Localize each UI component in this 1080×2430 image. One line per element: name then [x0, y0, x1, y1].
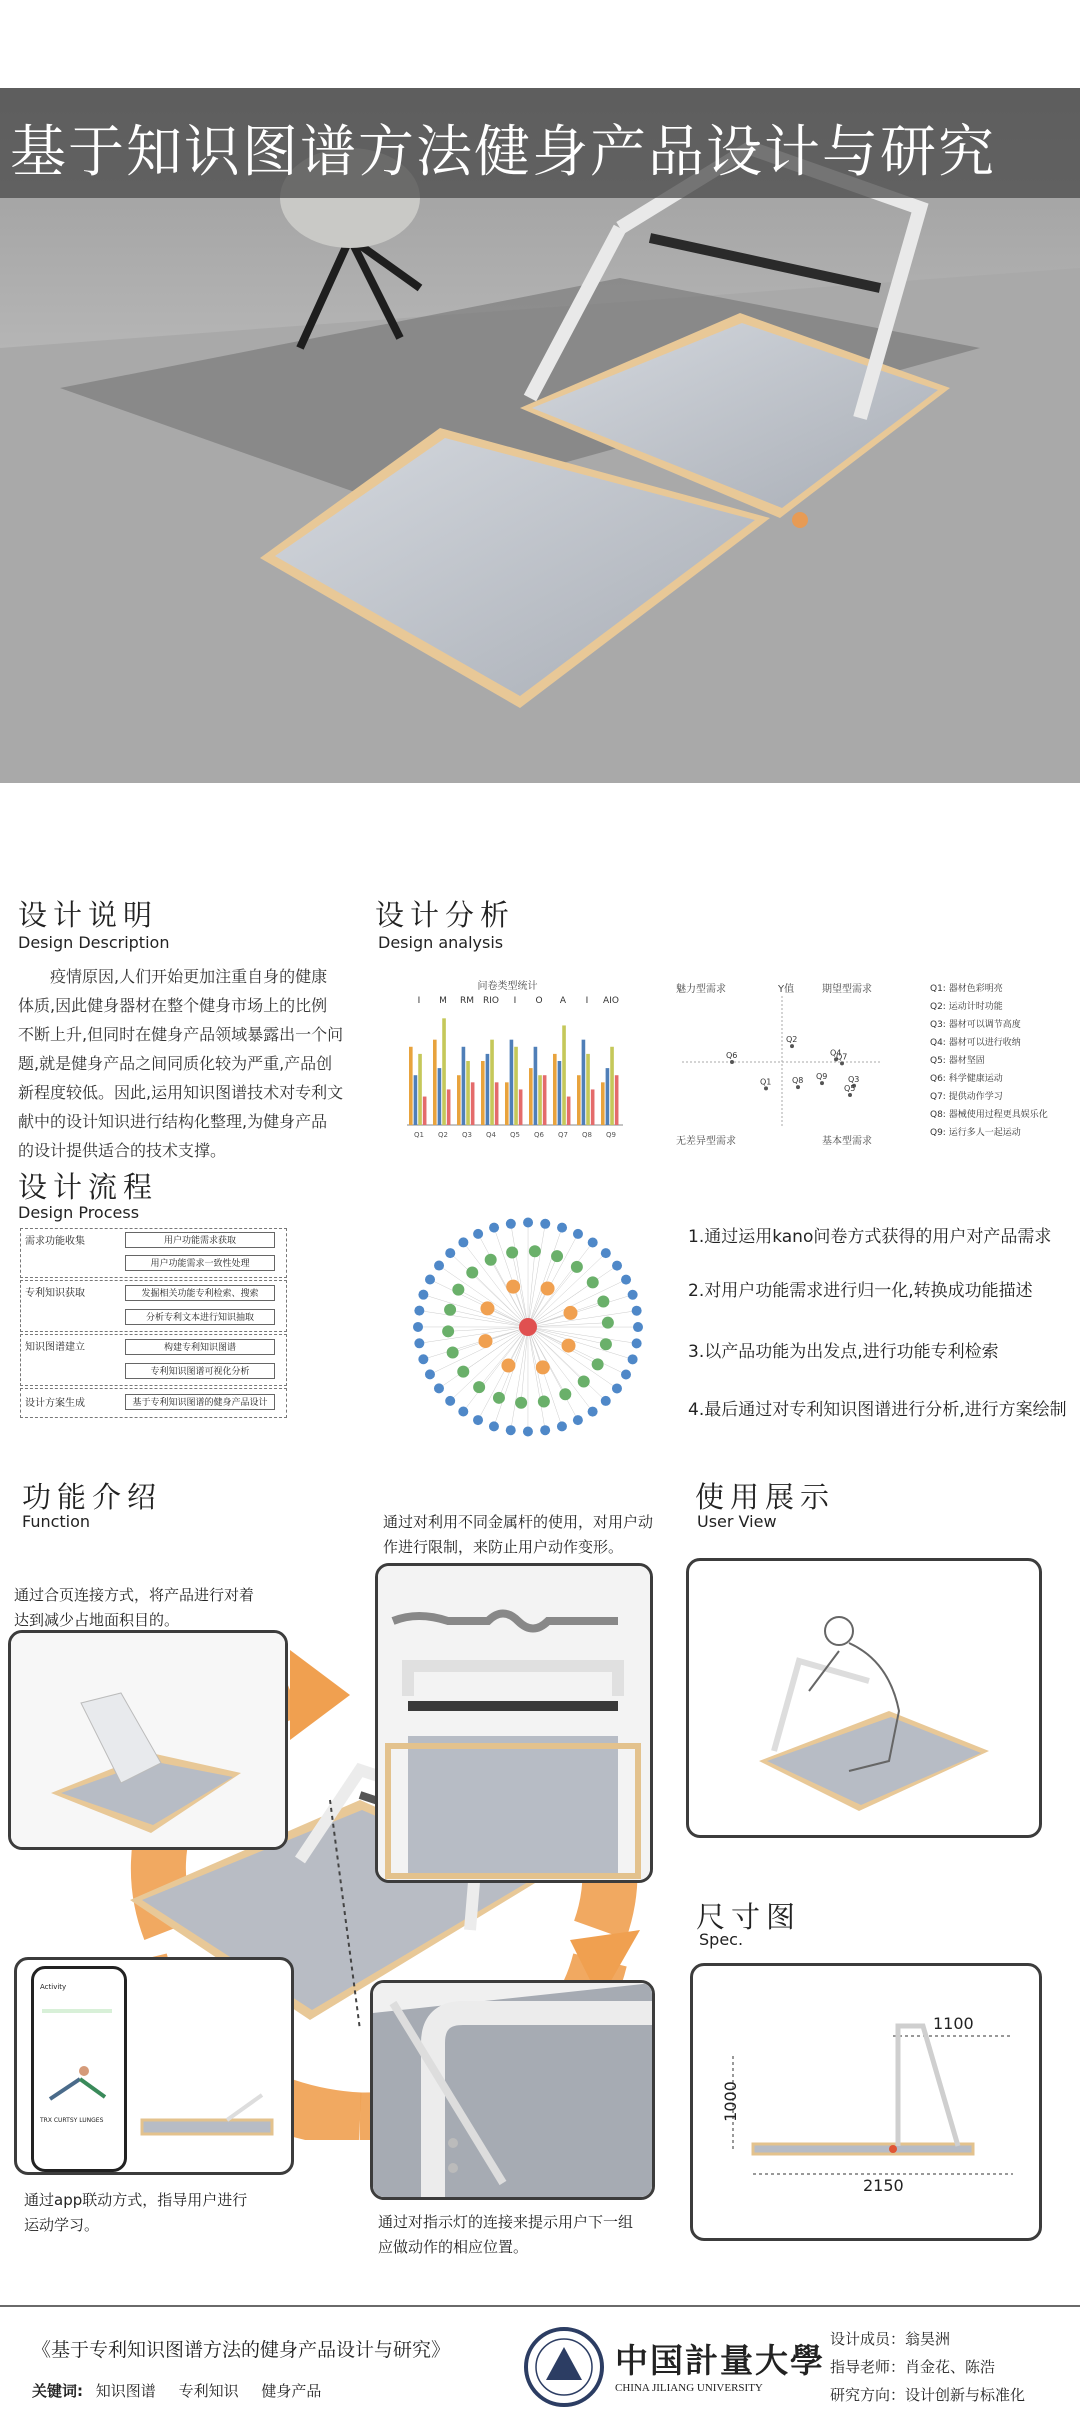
x-tick-label: Q6	[534, 1131, 544, 1139]
graph-node	[418, 1354, 428, 1364]
spec-width: 2150	[863, 2176, 904, 2195]
graph-node	[414, 1306, 424, 1316]
graph-node	[573, 1415, 583, 1425]
bar	[591, 1089, 595, 1125]
point-label: Q3	[848, 1074, 860, 1084]
bar	[414, 1075, 418, 1125]
exercise-name: TRX CURTSY LUNGES	[40, 2117, 104, 2124]
description-line: 题,就是健身产品之间同质化较为严重,产品创	[18, 1054, 333, 1073]
step-4: 4.最后通过对专利知识图谱进行分析,进行方案绘制	[688, 1400, 1067, 1420]
category-label: RIO	[483, 996, 499, 1006]
userview-heading: 使用展示	[695, 1480, 836, 1514]
bar	[553, 1054, 557, 1125]
app-detail-frame	[14, 1957, 294, 2175]
graph-node	[445, 1248, 455, 1258]
function-heading: 功能介绍	[22, 1480, 163, 1514]
graph-node	[601, 1248, 611, 1258]
process-step: 用户功能需求获取	[125, 1232, 275, 1248]
keyword: 健身产品	[261, 2382, 322, 2400]
bar-caption	[383, 1510, 653, 1560]
graph-node	[600, 1338, 612, 1350]
graph-node	[621, 1275, 631, 1285]
graph-node	[425, 1369, 435, 1379]
graph-node	[571, 1261, 583, 1273]
category-label: I	[513, 996, 517, 1006]
keyword: 专利知识	[178, 2382, 239, 2400]
caption-line: 通过对指示灯的连接来提示用户下一组	[378, 2213, 634, 2231]
light-detail-frame	[370, 1980, 655, 2200]
bar	[490, 1040, 494, 1125]
graph-node	[515, 1397, 527, 1409]
step-3: 3.以产品功能为出发点,进行功能专利检索	[688, 1342, 999, 1362]
graph-node	[418, 1290, 428, 1300]
graph-edge	[419, 1311, 528, 1327]
graph-node	[541, 1282, 555, 1296]
step-1: 1.通过运用kano问卷方式获得的用户对产品需求	[688, 1227, 1052, 1247]
graph-edge	[463, 1327, 528, 1372]
process-step: 分析专利文本进行知识抽取	[125, 1309, 275, 1325]
graph-node	[551, 1250, 563, 1262]
direction-label: 研究方向：	[830, 2386, 906, 2404]
knowledge-graph-svg	[378, 1195, 678, 1460]
graph-edge	[528, 1282, 593, 1327]
exercise-figure	[40, 2059, 115, 2109]
bar	[495, 1082, 499, 1125]
bar	[606, 1068, 610, 1125]
category-label: A	[559, 996, 567, 1006]
bar	[543, 1075, 547, 1125]
graph-node	[562, 1339, 576, 1353]
graph-node	[442, 1325, 454, 1337]
graph-node	[501, 1358, 515, 1372]
graph-node	[434, 1261, 444, 1271]
bar	[462, 1047, 466, 1125]
scatter-point	[790, 1044, 794, 1048]
graph-center-node	[519, 1318, 537, 1336]
process-step: 用户功能需求一致性处理	[125, 1255, 275, 1271]
scatter-point	[848, 1093, 852, 1097]
bar	[562, 1025, 566, 1125]
graph-node	[523, 1427, 533, 1437]
members-label: 设计成员：	[830, 2330, 906, 2348]
direction: 设计创新与标准化	[905, 2386, 1026, 2404]
description-heading: 设计说明	[18, 898, 159, 932]
kano-scatter	[672, 980, 892, 1150]
advisors: 肖金花、陈浩	[905, 2358, 996, 2376]
legend-item: Q1: 器材色彩明亮	[930, 984, 1003, 994]
quadrant-label: 基本型需求	[822, 1136, 872, 1147]
graph-node	[414, 1338, 424, 1348]
graph-edge	[494, 1327, 528, 1426]
quadrant-label: 无差异型需求	[676, 1136, 736, 1147]
description-line: 体质,因此健身器材在整个健身市场上的比例	[18, 996, 328, 1015]
hinge-detail-frame	[8, 1630, 288, 1850]
spec-top: 1100	[933, 2014, 974, 2033]
bar	[615, 1075, 619, 1125]
app-title: Activity	[40, 1983, 67, 1991]
legend-item: Q4: 器材可以进行收纳	[930, 1038, 1021, 1048]
caption-line: 达到减少占地面积目的。	[14, 1611, 180, 1629]
graph-node	[628, 1290, 638, 1300]
bar	[438, 1068, 442, 1125]
bar-detail-illustration	[378, 1566, 650, 1880]
bar	[418, 1054, 422, 1125]
category-label: I	[585, 996, 589, 1006]
light-detail-illustration	[373, 1983, 652, 2197]
graph-node	[425, 1275, 435, 1285]
graph-node	[458, 1237, 468, 1247]
graph-node	[628, 1354, 638, 1364]
description-line: 献中的设计知识进行结构化整理,为健身产品	[18, 1112, 328, 1131]
graph-node	[587, 1276, 599, 1288]
x-tick-label: Q2	[438, 1131, 448, 1139]
graph-node	[489, 1421, 499, 1431]
process-step: 专利知识图谱可视化分析	[125, 1363, 275, 1379]
graph-edge	[423, 1327, 528, 1359]
graph-node	[557, 1421, 567, 1431]
graph-node	[485, 1254, 497, 1266]
poster-title: 基于知识图谱方法健身产品设计与研究	[10, 120, 996, 185]
graph-node	[597, 1295, 609, 1307]
university-seal	[522, 2325, 607, 2410]
graph-edge	[511, 1327, 528, 1430]
spec-frame	[690, 1963, 1042, 2241]
graph-node	[434, 1383, 444, 1393]
graph-node	[538, 1395, 550, 1407]
stage-label: 专利知识获取	[25, 1288, 85, 1299]
bar	[582, 1040, 586, 1125]
point-label: Q5	[844, 1084, 856, 1093]
knowledge-graph	[378, 1195, 678, 1460]
graph-node	[559, 1388, 571, 1400]
kano-scatter-svg	[672, 980, 892, 1150]
graph-node	[506, 1247, 518, 1259]
graph-edge	[528, 1295, 633, 1327]
graph-node	[601, 1396, 611, 1406]
graph-node	[447, 1347, 459, 1359]
function-subheading: Function	[22, 1512, 91, 1531]
bar	[471, 1082, 475, 1125]
hero-render	[0, 88, 1080, 783]
graph-node	[529, 1245, 541, 1257]
graph-node	[506, 1425, 516, 1435]
spec-height: 1000	[720, 2081, 740, 2122]
advisors-label: 指导老师：	[830, 2358, 906, 2376]
graph-node	[612, 1261, 622, 1271]
analysis-subheading: Design analysis	[378, 933, 504, 952]
x-tick-label: Q3	[462, 1131, 472, 1139]
graph-node	[592, 1358, 604, 1370]
bar-chart	[385, 975, 630, 1145]
legend-item: Q8: 器械使用过程更具娱乐化	[930, 1110, 1048, 1120]
bar	[538, 1075, 542, 1125]
credits	[830, 2325, 1025, 2409]
graph-edge	[528, 1327, 633, 1359]
bar	[442, 1018, 446, 1125]
bar	[447, 1089, 451, 1125]
graph-edge	[528, 1327, 637, 1343]
x-tick-label: Q8	[582, 1131, 592, 1139]
app-caption	[24, 2188, 247, 2238]
bar	[558, 1061, 562, 1125]
description-line: 疫情原因,人们开始更加注重自身的健康	[50, 967, 328, 986]
description-line: 不断上升,但同时在健身产品领域暴露出一个问	[18, 1025, 344, 1044]
graph-edge	[528, 1327, 584, 1382]
bar	[486, 1054, 490, 1125]
bar	[457, 1075, 461, 1125]
bar	[514, 1047, 518, 1125]
x-tick-label: Q7	[558, 1131, 568, 1139]
point-label: Q4	[830, 1048, 842, 1058]
graph-node	[540, 1219, 550, 1229]
bar	[481, 1061, 485, 1125]
bar-detail-frame	[375, 1563, 653, 1883]
legend-item: Q6: 科学健康运动	[930, 1074, 1003, 1084]
legend-item: Q9: 运行多人一起运动	[930, 1128, 1021, 1138]
light-caption	[378, 2210, 633, 2260]
graph-node	[473, 1229, 483, 1239]
stage-label: 需求功能收集	[25, 1236, 85, 1247]
point-label: Q1	[760, 1077, 772, 1087]
graph-node	[445, 1396, 455, 1406]
graph-node	[473, 1415, 483, 1425]
point-label: Q8	[792, 1076, 804, 1086]
point-label: Q9	[816, 1072, 828, 1082]
analysis-heading: 设计分析	[375, 898, 516, 932]
bar	[409, 1047, 413, 1125]
keyword: 知识图谱	[95, 2382, 156, 2400]
graph-node	[480, 1301, 494, 1315]
scatter-point	[796, 1085, 800, 1089]
point-label: Q2	[786, 1035, 798, 1045]
graph-node	[632, 1306, 642, 1316]
app-progress	[42, 2009, 112, 2013]
scatter-point	[820, 1081, 824, 1085]
bar	[586, 1054, 590, 1125]
caption-line: 运动学习。	[24, 2216, 100, 2234]
scatter-point	[764, 1086, 768, 1090]
caption-line: 通过对利用不同金属杆的使用，对用户动	[383, 1513, 654, 1531]
process-step: 构建专利知识图谱	[125, 1339, 275, 1355]
description-line: 新程度较低。因此,运用知识图谱技术对专利文	[18, 1083, 344, 1102]
bar	[519, 1089, 523, 1125]
graph-edge	[439, 1266, 528, 1327]
caption-line: 通过合页连接方式，将产品进行对着	[14, 1586, 255, 1604]
x-tick-label: Q1	[414, 1131, 424, 1139]
point-label: Q7	[836, 1052, 848, 1062]
bar	[567, 1097, 571, 1125]
scatter-point	[840, 1061, 844, 1065]
description-paragraph	[18, 962, 358, 1165]
bar	[423, 1097, 427, 1125]
graph-node	[588, 1237, 598, 1247]
kano-legend	[930, 980, 1048, 1142]
graph-node	[557, 1223, 567, 1233]
graph-node	[458, 1407, 468, 1417]
bar	[529, 1068, 533, 1125]
step-2: 2.对用户功能需求进行归一化,转换成功能描述	[688, 1281, 1033, 1301]
user-view-frame	[686, 1558, 1042, 1838]
graph-node	[573, 1229, 583, 1239]
graph-node	[632, 1338, 642, 1348]
legend-item: Q3: 器材可以调节高度	[930, 1020, 1021, 1030]
caption-line: 通过app联动方式，指导用户进行	[24, 2191, 248, 2209]
graph-node	[536, 1360, 550, 1374]
graph-node	[489, 1223, 499, 1233]
user-view-illustration	[689, 1561, 1039, 1835]
category-label: AIO	[603, 996, 619, 1006]
graph-node	[413, 1322, 423, 1332]
bar	[505, 1082, 509, 1125]
y-axis-label: Y值	[778, 984, 795, 995]
caption-line: 作进行限制，来防止用户动作变形。	[383, 1538, 624, 1556]
process-subheading: Design Process	[18, 1203, 140, 1222]
members: 翁昊洲	[905, 2330, 951, 2348]
spec-heading: 尺寸图	[696, 1900, 802, 1934]
graph-node	[479, 1334, 493, 1348]
quadrant-label: 魅力型需求	[676, 984, 726, 995]
graph-edge	[528, 1228, 562, 1327]
university-name-en: CHINA JILIANG UNIVERSITY	[615, 2382, 763, 2394]
graph-node	[540, 1425, 550, 1435]
x-tick-label: Q9	[606, 1131, 616, 1139]
graph-edge	[423, 1295, 528, 1327]
university-name-cn: 中国計量大學	[615, 2341, 825, 2380]
footer-divider	[0, 2305, 1080, 2307]
legend-item: Q5: 器材坚固	[930, 1056, 985, 1066]
graph-node	[633, 1322, 643, 1332]
graph-node	[444, 1304, 456, 1316]
graph-node	[457, 1366, 469, 1378]
graph-node	[452, 1284, 464, 1296]
bar	[601, 1082, 605, 1125]
graph-node	[466, 1266, 478, 1278]
userview-subheading: User View	[697, 1512, 777, 1531]
graph-node	[506, 1280, 520, 1294]
bar-chart-svg	[385, 975, 630, 1145]
spec-drawing	[693, 1966, 1039, 2238]
graph-edge	[472, 1272, 528, 1327]
graph-edge	[528, 1224, 545, 1327]
x-tick-label: Q4	[486, 1131, 496, 1139]
bar	[577, 1075, 581, 1125]
x-tick-label: Q5	[510, 1131, 520, 1139]
bar-chart-title: 问卷类型统计	[477, 981, 538, 992]
keywords-label: 关键词:	[32, 2382, 83, 2400]
graph-edge	[528, 1327, 562, 1426]
category-label: RM	[459, 996, 475, 1006]
graph-node	[612, 1383, 622, 1393]
process-step: 基于专利知识图谱的健身产品设计	[125, 1394, 275, 1410]
process-flowchart	[20, 1228, 285, 1428]
graph-node	[506, 1219, 516, 1229]
paper-title: 《基于专利知识图谱方法的健身产品设计与研究》	[32, 2339, 451, 2361]
category-label: M	[439, 996, 447, 1006]
graph-edge	[494, 1228, 528, 1327]
graph-node	[473, 1381, 485, 1393]
app-product-illustration	[137, 2090, 287, 2150]
graph-node	[523, 1218, 533, 1228]
bar	[610, 1047, 614, 1125]
process-step: 发掘相关功能专利检索、搜索	[125, 1285, 275, 1301]
quadrant-label: 期望型需求	[822, 984, 872, 995]
description-subheading: Design Description	[18, 933, 170, 952]
bar	[534, 1047, 538, 1125]
graph-node	[588, 1407, 598, 1417]
keywords	[32, 2380, 321, 2401]
spec-subheading: Spec.	[699, 1930, 744, 1949]
process-heading: 设计流程	[18, 1170, 159, 1204]
scatter-point	[730, 1060, 734, 1064]
legend-item: Q2: 运动计时功能	[930, 1002, 1003, 1012]
graph-node	[621, 1369, 631, 1379]
phone-mockup	[31, 1966, 127, 2172]
category-label: O	[535, 996, 543, 1006]
legend-item: Q7: 提供动作学习	[930, 1092, 1003, 1102]
graph-node	[563, 1306, 577, 1320]
category-label: I	[417, 996, 421, 1006]
stage-label: 设计方案生成	[25, 1398, 85, 1409]
bar	[510, 1040, 514, 1125]
bar	[466, 1061, 470, 1125]
bar	[433, 1040, 437, 1125]
stage-label: 知识图谱建立	[25, 1342, 85, 1353]
graph-node	[493, 1392, 505, 1404]
graph-node	[578, 1376, 590, 1388]
graph-edge	[528, 1327, 617, 1388]
point-label: Q6	[726, 1051, 738, 1060]
description-line: 的设计提供适合的技术支撑。	[18, 1141, 227, 1160]
caption-line: 应做动作的相应位置。	[378, 2238, 529, 2256]
graph-node	[602, 1317, 614, 1329]
hinge-detail-illustration	[11, 1633, 285, 1847]
